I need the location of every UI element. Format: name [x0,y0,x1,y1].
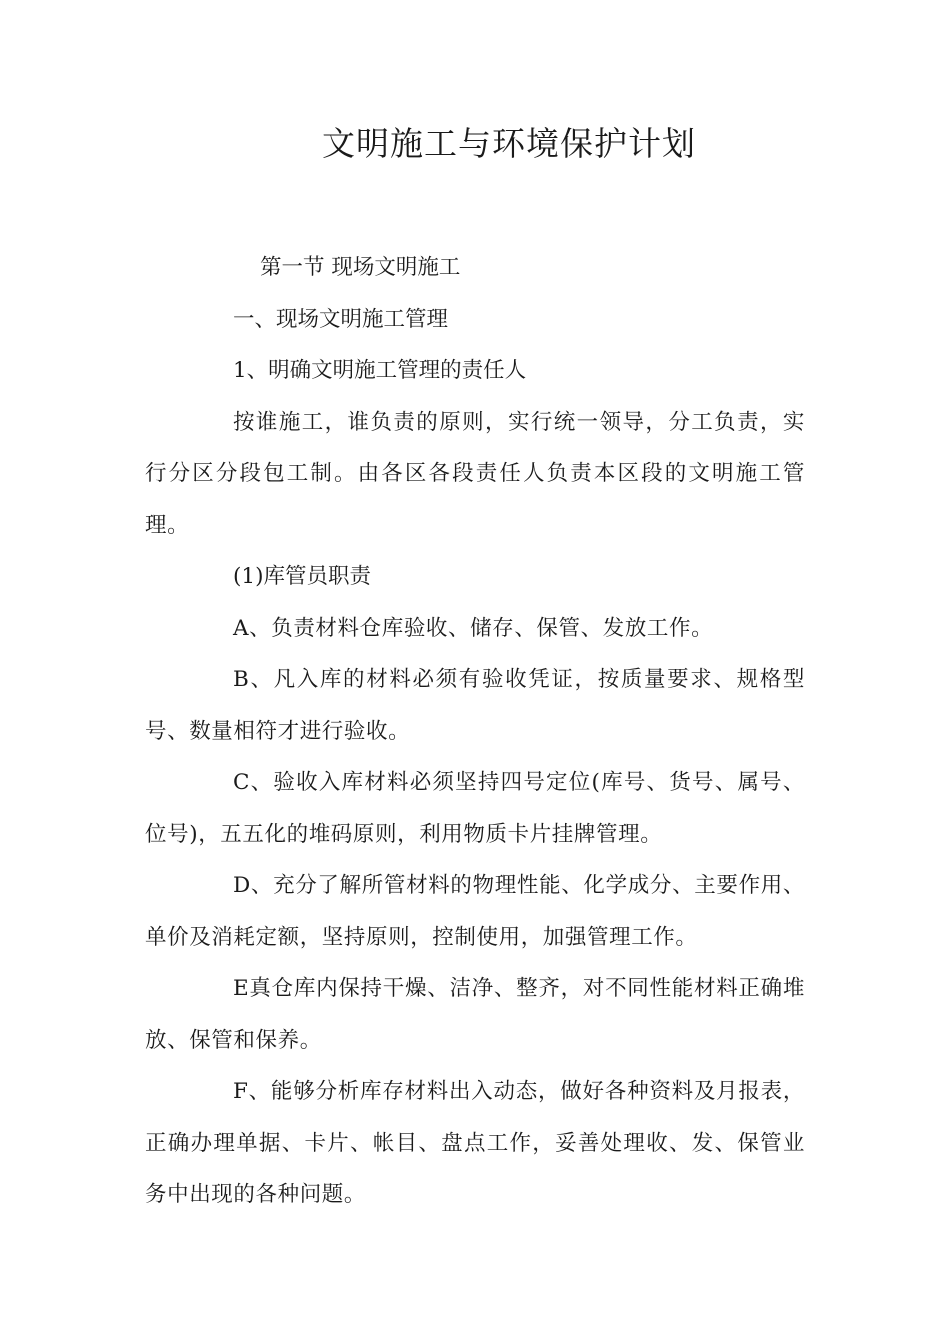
duty-item-f: F、能够分析库存材料出入动态，做好各种资料及月报表，正确办理单据、卡片、帐目、盘点工作，妥善处理收、发、保管业务中出现的各种问题。 [145,1079,805,1207]
document-body [145,242,805,1221]
duty-item-e: E真仓库内保持干燥、洁净、整齐，对不同性能材料正确堆放、保管和保养。 [145,976,805,1053]
duty-item-d: D、充分了解所管材料的物理性能、化学成分、主要作用、单价及消耗定额，坚持原则，控制使用，加强管理工作。 [145,873,805,950]
paragraph-responsibility: 按谁施工，谁负责的原则，实行统一领导，分工负责，实行分区分段包工制。由各区各段责任人负责本区段的文明施工管理。 [145,409,805,538]
duty-item-b: B、凡入库的材料必须有验收凭证，按质量要求、规格型号、数量相符才进行验收。 [145,667,805,744]
duty-item-c: C、验收入库材料必须坚持四号定位(库号、货号、属号、位号)，五五化的堆码原则，利用物质卡片挂牌管理。 [145,770,805,847]
heading-site-management: 一、现场文明施工管理 [233,306,449,332]
heading-warehouse-keeper-duties: (1)库管员职责 [233,564,371,589]
document-title: 文明施工与环境保护计划 [322,124,696,163]
section-heading: 第一节 现场文明施工 [260,255,461,280]
heading-responsible-person: 1、明确文明施工管理的责任人 [233,358,527,383]
duty-item-a: A、负责材料仓库验收、储存、保管、发放工作。 [233,615,714,641]
